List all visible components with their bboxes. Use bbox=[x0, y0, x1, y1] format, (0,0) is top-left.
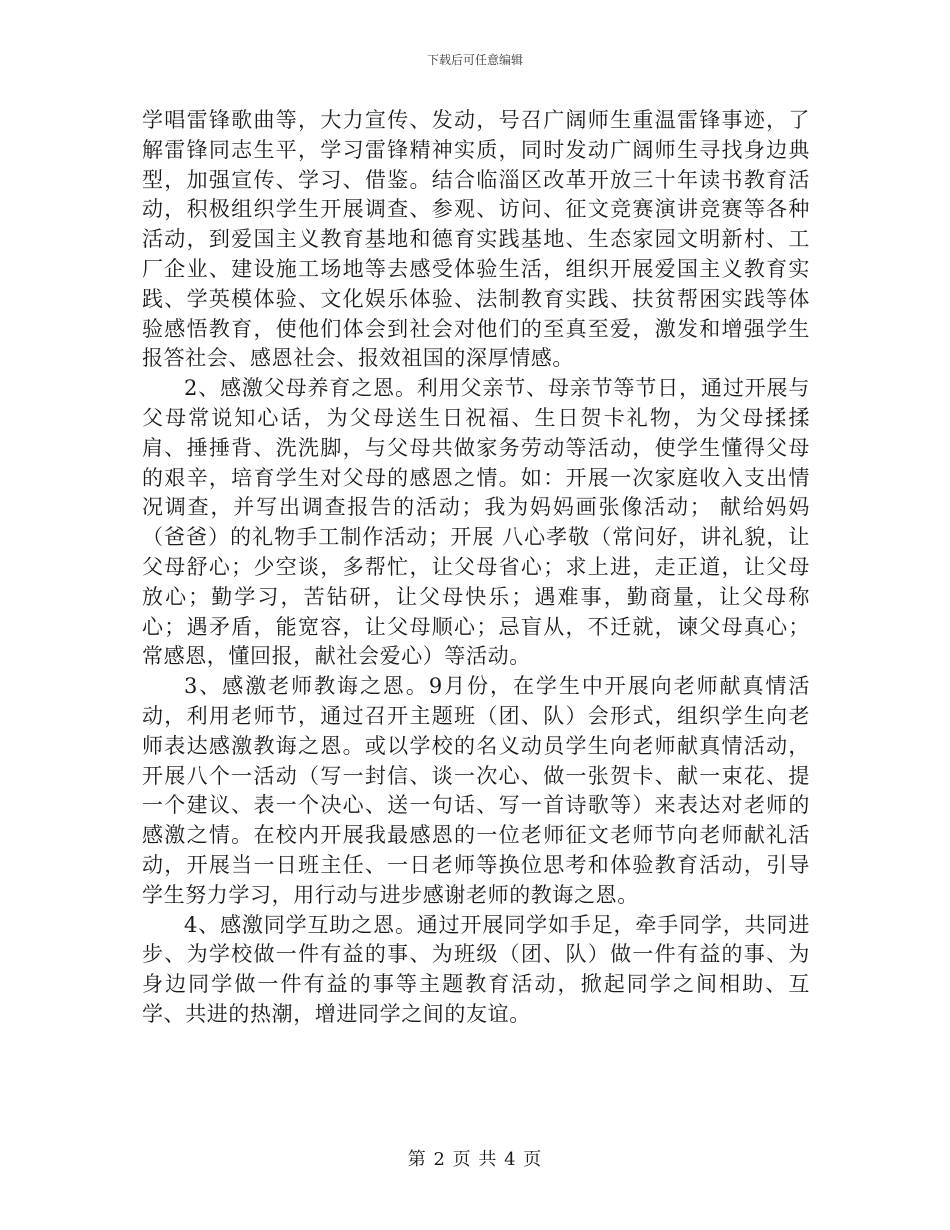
page-number-footer: 第 2 页 共 4 页 bbox=[407, 1149, 543, 1170]
paragraph-parents-gratitude: 2、感激父母养育之恩。利用父亲节、母亲节等节日，通过开展与父母常说知心话，为父母送生日祝福、生日贺卡礼物，为父母揉揉肩、捶捶背、洗洗脚，与父母共做家务劳动等活动，使学生懂得父母的艰辛，培育学生对父母的感恩之情。如：开展一次家庭收入支出情况调查，并写出调查报告的活动；我为妈妈画张像活动； 献给妈妈（爸爸）的礼物手工制作活动；开展 八心孝敬（常问好，讲礼貌，让父母舒心；少空谈，多帮忙，让父母省心；求上进，走正道，让父母放心；勤学习，苦钻研，让父母快乐；遇难事，勤商量，让父母称心；遇矛盾，能宽容，让父母顺心；忌盲从，不迁就，谏父母真心；常感恩，懂回报，献社会爱心）等活动。 bbox=[142, 376, 810, 669]
paragraph-classmates-gratitude: 4、感激同学互助之恩。通过开展同学如手足，牵手同学，共同进步、为学校做一件有益的事、为班级（团、队）做一件有益的事、为身边同学做一件有益的事等主题教育活动，掀起同学之间相助、互学、共进的热潮，增进同学之间的友谊。 bbox=[142, 912, 810, 1026]
paragraph-teachers-gratitude: 3、感激老师教诲之恩。9月份，在学生中开展向老师献真情活动，利用老师节，通过召开主题班（团、队）会形式，组织学生向老师表达感激教诲之恩。或以学校的名义动员学生向老师献真情活动，开展八个一活动（写一封信、谈一次心、做一张贺卡、献一束花、提一个建议、表一个决心、送一句话、写一首诗歌等）来表达对老师的感激之情。在校内开展我最感恩的一位老师征文老师节向老师献礼活动，开展当一日班主任、一日老师等换位思考和体验教育活动，引导学生努力学习，用行动与进步感谢老师的教诲之恩。 bbox=[142, 674, 810, 907]
paragraph-continuation: 学唱雷锋歌曲等，大力宣传、发动，号召广阔师生重温雷锋事迹，了解雷锋同志生平，学习雷锋精神实质，同时发动广阔师生寻找身边典型，加强宣传、学习、借鉴。结合临淄区改革开放三十年读书教育活动，积极组织学生开展调查、参观、访问、征文竞赛演讲竞赛等各种活动，到爱国主义教育基地和德育实践基地、生态家园文明新村、工厂企业、建设施工场地等去感受体验生活，组织开展爱国主义教育实践、学英模体验、文化娱乐体验、法制教育实践、扶贫帮困实践等体验感悟教育，使他们体会到社会对他们的至真至爱，激发和增强学生报答社会、感恩社会、报效祖国的深厚情感。 bbox=[142, 108, 810, 371]
document-body bbox=[142, 106, 810, 1030]
header-note: 下载后可任意编辑 bbox=[426, 53, 523, 67]
